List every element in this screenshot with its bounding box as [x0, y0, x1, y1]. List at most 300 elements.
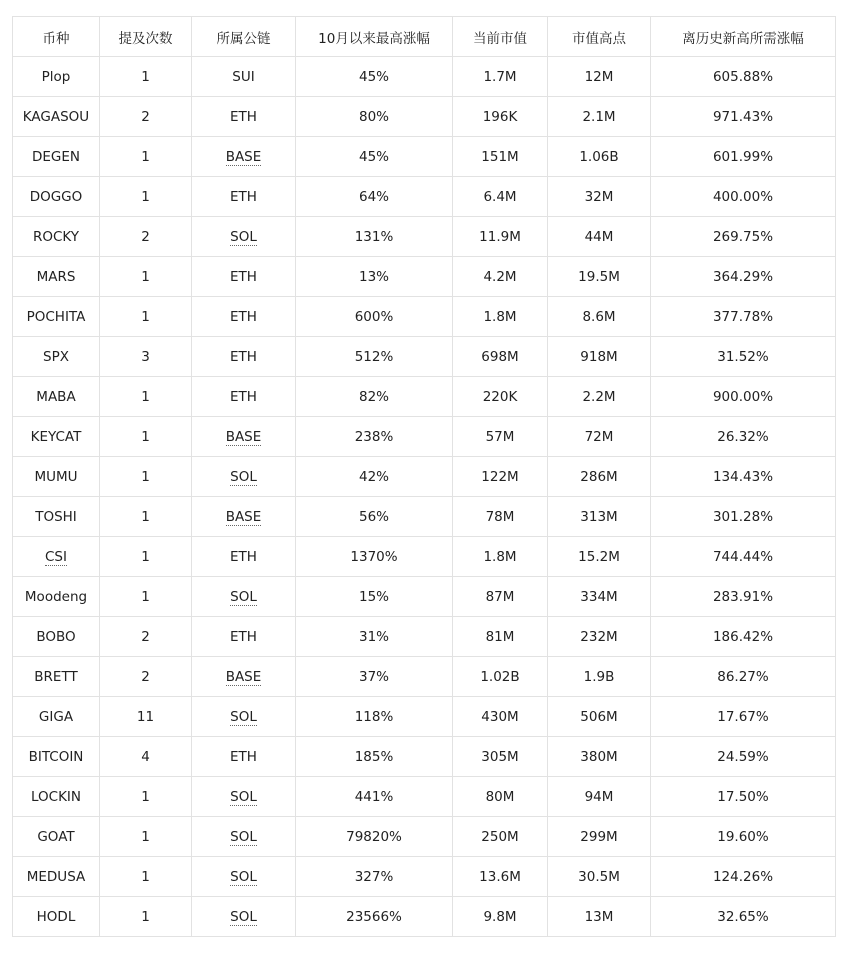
- cell-market-cap: [453, 377, 548, 417]
- cell-mentions: [100, 817, 192, 857]
- cell-chain: [192, 137, 296, 177]
- cell-market-cap: [453, 657, 548, 697]
- cell-gain-to-ath: [651, 497, 836, 537]
- cell-coin: [13, 577, 100, 617]
- cell-coin-text: Plop: [41, 68, 71, 85]
- cell-market-cap-high: [548, 537, 651, 577]
- cell-coin: [13, 137, 100, 177]
- cell-chain-text[interactable]: BASE: [225, 668, 262, 685]
- cell-market-cap: [453, 137, 548, 177]
- cell-gain-to-ath: [651, 457, 836, 497]
- cell-gain-to-ath-text: 744.44%: [712, 548, 774, 565]
- cell-market-cap-high-text: 313M: [580, 508, 618, 525]
- cell-coin-text: Moodeng: [24, 588, 88, 605]
- cell-market-cap-high-text: 94M: [584, 788, 614, 805]
- cell-market-cap: [453, 817, 548, 857]
- cell-market-cap-high: [548, 97, 651, 137]
- table-row: [13, 657, 836, 697]
- cell-max-gain-text: 118%: [354, 708, 394, 725]
- table-row: [13, 417, 836, 457]
- cell-max-gain: [296, 657, 453, 697]
- cell-chain: [192, 217, 296, 257]
- cell-mentions-text: 2: [141, 228, 150, 245]
- cell-market-cap-text: 1.8M: [483, 548, 517, 565]
- cell-market-cap-high-text: 506M: [580, 708, 618, 725]
- cell-max-gain: [296, 737, 453, 777]
- cell-mentions: [100, 217, 192, 257]
- cell-market-cap-high-text: 380M: [580, 748, 618, 765]
- cell-market-cap-high-text: 232M: [580, 628, 618, 645]
- cell-mentions-text: 1: [141, 788, 150, 805]
- cell-max-gain-text: 31%: [358, 628, 389, 645]
- cell-market-cap: [453, 497, 548, 537]
- table-row: [13, 817, 836, 857]
- cell-mentions-text: 2: [141, 108, 150, 125]
- cell-market-cap-high: [548, 497, 651, 537]
- cell-coin: [13, 537, 100, 577]
- cell-mentions-text: 1: [141, 588, 150, 605]
- cell-coin-text: POCHITA: [26, 308, 86, 325]
- cell-market-cap: [453, 297, 548, 337]
- cell-mentions: [100, 617, 192, 657]
- cell-market-cap-high: [548, 457, 651, 497]
- cell-max-gain-text: 13%: [358, 268, 389, 285]
- cell-chain: [192, 257, 296, 297]
- cell-coin: [13, 657, 100, 697]
- table-row: [13, 497, 836, 537]
- cell-gain-to-ath-text: 134.43%: [712, 468, 774, 485]
- cell-chain: [192, 97, 296, 137]
- cell-max-gain-text: 82%: [358, 388, 389, 405]
- cell-max-gain-text: 23566%: [346, 908, 402, 925]
- cell-chain-text: ETH: [230, 628, 257, 645]
- cell-chain: [192, 377, 296, 417]
- cell-market-cap: [453, 177, 548, 217]
- cell-mentions-text: 1: [141, 548, 150, 565]
- cell-market-cap-high: [548, 417, 651, 457]
- cell-coin: [13, 337, 100, 377]
- cell-chain-text[interactable]: SOL: [230, 908, 257, 925]
- cell-max-gain: [296, 97, 453, 137]
- cell-chain: [192, 817, 296, 857]
- table-row: [13, 577, 836, 617]
- cell-coin: [13, 57, 100, 97]
- cell-mentions: [100, 537, 192, 577]
- cell-market-cap-high-text: 1.06B: [579, 148, 619, 165]
- cell-mentions: [100, 417, 192, 457]
- table-body: [13, 57, 836, 937]
- cell-gain-to-ath: [651, 737, 836, 777]
- cell-gain-to-ath-text: 17.50%: [717, 788, 769, 805]
- cell-mentions: [100, 737, 192, 777]
- cell-market-cap-high: [548, 777, 651, 817]
- header-coin: 币种: [13, 17, 100, 57]
- cell-gain-to-ath-text: 364.29%: [712, 268, 774, 285]
- cell-market-cap-high-text: 918M: [580, 348, 618, 365]
- cell-max-gain: [296, 57, 453, 97]
- cell-gain-to-ath-text: 900.00%: [712, 388, 774, 405]
- cell-mentions-text: 1: [141, 268, 150, 285]
- cell-chain: [192, 897, 296, 937]
- cell-coin-text: DOGGO: [29, 188, 83, 205]
- table-row: [13, 377, 836, 417]
- cell-coin-text: LOCKIN: [30, 788, 82, 805]
- cell-mentions: [100, 897, 192, 937]
- cell-chain: [192, 57, 296, 97]
- cell-chain-text[interactable]: SOL: [230, 468, 257, 485]
- cell-coin-text[interactable]: CSI: [45, 548, 67, 565]
- cell-mentions-text: 1: [141, 148, 150, 165]
- cell-mentions: [100, 257, 192, 297]
- cell-gain-to-ath: [651, 57, 836, 97]
- cell-max-gain: [296, 497, 453, 537]
- cell-gain-to-ath-text: 377.78%: [712, 308, 774, 325]
- cell-market-cap-high: [548, 337, 651, 377]
- cell-mentions-text: 1: [141, 868, 150, 885]
- cell-market-cap-high: [548, 137, 651, 177]
- cell-chain-text[interactable]: SOL: [230, 228, 257, 245]
- cell-coin-text: DEGEN: [31, 148, 80, 165]
- cell-chain-text[interactable]: BASE: [225, 428, 262, 445]
- cell-gain-to-ath-text: 19.60%: [717, 828, 769, 845]
- cell-gain-to-ath: [651, 617, 836, 657]
- cell-max-gain-text: 327%: [354, 868, 394, 885]
- cell-market-cap: [453, 857, 548, 897]
- cell-coin: [13, 697, 100, 737]
- cell-max-gain-text: 79820%: [346, 828, 402, 845]
- cell-coin: [13, 457, 100, 497]
- cell-gain-to-ath-text: 31.52%: [717, 348, 769, 365]
- cell-mentions-text: 1: [141, 468, 150, 485]
- cell-max-gain: [296, 217, 453, 257]
- cell-chain: [192, 777, 296, 817]
- coin-table: [12, 16, 836, 937]
- cell-mentions: [100, 377, 192, 417]
- cell-chain-text: ETH: [230, 748, 257, 765]
- cell-mentions-text: 11: [136, 708, 155, 725]
- cell-market-cap: [453, 537, 548, 577]
- cell-chain-text: SUI: [232, 68, 255, 85]
- cell-mentions-text: 1: [141, 188, 150, 205]
- cell-chain: [192, 177, 296, 217]
- cell-chain-text[interactable]: SOL: [230, 788, 257, 805]
- cell-market-cap-text: 6.4M: [483, 188, 517, 205]
- cell-gain-to-ath: [651, 217, 836, 257]
- cell-chain: [192, 857, 296, 897]
- cell-coin: [13, 617, 100, 657]
- table-row: [13, 137, 836, 177]
- cell-market-cap-text: 196K: [482, 108, 518, 125]
- cell-max-gain: [296, 537, 453, 577]
- cell-market-cap-high-text: 72M: [584, 428, 614, 445]
- cell-chain-text: ETH: [230, 348, 257, 365]
- cell-market-cap-high-text: 2.2M: [582, 388, 616, 405]
- cell-gain-to-ath: [651, 577, 836, 617]
- cell-gain-to-ath: [651, 337, 836, 377]
- cell-market-cap-high: [548, 177, 651, 217]
- cell-gain-to-ath: [651, 897, 836, 937]
- cell-mentions: [100, 857, 192, 897]
- cell-mentions: [100, 97, 192, 137]
- cell-market-cap-text: 1.8M: [483, 308, 517, 325]
- cell-gain-to-ath: [651, 97, 836, 137]
- cell-coin: [13, 857, 100, 897]
- cell-market-cap-text: 1.7M: [483, 68, 517, 85]
- cell-chain-text[interactable]: SOL: [230, 868, 257, 885]
- cell-market-cap: [453, 697, 548, 737]
- cell-market-cap: [453, 737, 548, 777]
- cell-coin-text: KEYCAT: [30, 428, 82, 445]
- cell-coin: [13, 97, 100, 137]
- table-row: [13, 857, 836, 897]
- cell-market-cap-high: [548, 297, 651, 337]
- cell-chain-text[interactable]: BASE: [225, 508, 262, 525]
- cell-coin-text: MUMU: [34, 468, 78, 485]
- cell-chain-text: ETH: [230, 308, 257, 325]
- cell-mentions-text: 2: [141, 668, 150, 685]
- header-market-cap-high: 市值高点: [548, 17, 651, 57]
- cell-max-gain-text: 45%: [358, 68, 389, 85]
- cell-gain-to-ath-text: 32.65%: [717, 908, 769, 925]
- cell-coin: [13, 777, 100, 817]
- cell-mentions: [100, 177, 192, 217]
- cell-gain-to-ath-text: 86.27%: [717, 668, 769, 685]
- cell-max-gain: [296, 377, 453, 417]
- cell-gain-to-ath-text: 301.28%: [712, 508, 774, 525]
- cell-mentions: [100, 337, 192, 377]
- cell-chain-text: ETH: [230, 188, 257, 205]
- header-chain: 所属公链: [192, 17, 296, 57]
- cell-coin: [13, 417, 100, 457]
- cell-market-cap: [453, 577, 548, 617]
- cell-market-cap-high: [548, 257, 651, 297]
- cell-market-cap-high-text: 299M: [580, 828, 618, 845]
- cell-max-gain: [296, 777, 453, 817]
- cell-market-cap: [453, 97, 548, 137]
- cell-coin: [13, 297, 100, 337]
- cell-market-cap-text: 4.2M: [483, 268, 517, 285]
- cell-chain: [192, 497, 296, 537]
- cell-gain-to-ath: [651, 857, 836, 897]
- cell-max-gain: [296, 417, 453, 457]
- cell-market-cap-high: [548, 817, 651, 857]
- table-row: [13, 257, 836, 297]
- cell-market-cap: [453, 897, 548, 937]
- cell-market-cap-text: 57M: [485, 428, 515, 445]
- cell-market-cap-high-text: 334M: [580, 588, 618, 605]
- cell-mentions-text: 1: [141, 828, 150, 845]
- cell-chain-text[interactable]: SOL: [230, 588, 257, 605]
- cell-coin-text: MABA: [36, 388, 76, 405]
- cell-gain-to-ath: [651, 657, 836, 697]
- cell-market-cap: [453, 617, 548, 657]
- cell-gain-to-ath: [651, 257, 836, 297]
- cell-chain: [192, 697, 296, 737]
- cell-gain-to-ath-text: 17.67%: [717, 708, 769, 725]
- cell-chain-text: ETH: [230, 388, 257, 405]
- header-row: [13, 17, 836, 57]
- cell-market-cap-text: 220K: [482, 388, 518, 405]
- cell-market-cap-text: 250M: [481, 828, 519, 845]
- cell-max-gain-text: 185%: [354, 748, 394, 765]
- cell-gain-to-ath-text: 24.59%: [717, 748, 769, 765]
- table-row: [13, 297, 836, 337]
- cell-coin-text: SPX: [43, 348, 69, 365]
- cell-max-gain: [296, 897, 453, 937]
- table-row: [13, 457, 836, 497]
- cell-chain: [192, 657, 296, 697]
- cell-market-cap-high-text: 1.9B: [583, 668, 615, 685]
- cell-market-cap-high-text: 30.5M: [578, 868, 620, 885]
- cell-chain-text[interactable]: BASE: [225, 148, 262, 165]
- cell-market-cap-high: [548, 577, 651, 617]
- table-row: [13, 97, 836, 137]
- cell-mentions-text: 2: [141, 628, 150, 645]
- cell-gain-to-ath-text: 26.32%: [717, 428, 769, 445]
- cell-market-cap-text: 11.9M: [479, 228, 521, 245]
- cell-chain: [192, 737, 296, 777]
- cell-market-cap-high-text: 13M: [584, 908, 614, 925]
- cell-coin-text: KAGASOU: [22, 108, 90, 125]
- cell-mentions: [100, 577, 192, 617]
- cell-max-gain-text: 1370%: [350, 548, 398, 565]
- cell-mentions: [100, 457, 192, 497]
- cell-gain-to-ath-text: 400.00%: [712, 188, 774, 205]
- cell-market-cap-high: [548, 57, 651, 97]
- cell-market-cap-text: 305M: [481, 748, 519, 765]
- cell-gain-to-ath: [651, 297, 836, 337]
- cell-market-cap-high: [548, 377, 651, 417]
- cell-chain: [192, 297, 296, 337]
- cell-mentions: [100, 697, 192, 737]
- cell-market-cap-high-text: 286M: [580, 468, 618, 485]
- cell-max-gain: [296, 577, 453, 617]
- cell-coin-text: GIGA: [38, 708, 74, 725]
- cell-market-cap-text: 13.6M: [479, 868, 521, 885]
- cell-coin-text: BOBO: [36, 628, 76, 645]
- table-row: [13, 217, 836, 257]
- table-row: [13, 617, 836, 657]
- cell-market-cap-high-text: 12M: [584, 68, 614, 85]
- cell-max-gain-text: 42%: [358, 468, 389, 485]
- table-row: [13, 337, 836, 377]
- cell-market-cap-high-text: 2.1M: [582, 108, 616, 125]
- cell-chain-text[interactable]: SOL: [230, 708, 257, 725]
- cell-market-cap-high: [548, 897, 651, 937]
- cell-mentions: [100, 297, 192, 337]
- cell-gain-to-ath-text: 186.42%: [712, 628, 774, 645]
- cell-coin-text: MEDUSA: [26, 868, 86, 885]
- cell-max-gain: [296, 817, 453, 857]
- cell-max-gain: [296, 857, 453, 897]
- cell-gain-to-ath: [651, 177, 836, 217]
- cell-market-cap-high: [548, 857, 651, 897]
- cell-max-gain-text: 15%: [358, 588, 389, 605]
- cell-coin-text: MARS: [36, 268, 76, 285]
- cell-market-cap-high-text: 15.2M: [578, 548, 620, 565]
- cell-market-cap-text: 78M: [485, 508, 515, 525]
- cell-gain-to-ath-text: 269.75%: [712, 228, 774, 245]
- cell-max-gain: [296, 137, 453, 177]
- cell-gain-to-ath: [651, 137, 836, 177]
- cell-max-gain: [296, 697, 453, 737]
- cell-mentions: [100, 137, 192, 177]
- cell-coin: [13, 177, 100, 217]
- cell-gain-to-ath: [651, 697, 836, 737]
- cell-market-cap: [453, 257, 548, 297]
- cell-gain-to-ath-text: 124.26%: [712, 868, 774, 885]
- cell-chain-text: ETH: [230, 548, 257, 565]
- cell-chain: [192, 617, 296, 657]
- cell-market-cap: [453, 777, 548, 817]
- cell-max-gain-text: 37%: [358, 668, 389, 685]
- cell-max-gain-text: 56%: [358, 508, 389, 525]
- cell-max-gain: [296, 177, 453, 217]
- cell-market-cap: [453, 57, 548, 97]
- table-row: [13, 737, 836, 777]
- cell-max-gain-text: 600%: [354, 308, 394, 325]
- cell-mentions-text: 1: [141, 908, 150, 925]
- cell-gain-to-ath-text: 283.91%: [712, 588, 774, 605]
- table-row: [13, 697, 836, 737]
- cell-market-cap-high-text: 8.6M: [582, 308, 616, 325]
- cell-max-gain-text: 441%: [354, 788, 394, 805]
- cell-gain-to-ath: [651, 817, 836, 857]
- cell-gain-to-ath: [651, 777, 836, 817]
- cell-mentions: [100, 657, 192, 697]
- cell-chain: [192, 537, 296, 577]
- cell-coin-text: BRETT: [34, 668, 78, 685]
- cell-coin: [13, 217, 100, 257]
- cell-max-gain-text: 64%: [358, 188, 389, 205]
- table-row: [13, 897, 836, 937]
- cell-mentions-text: 1: [141, 428, 150, 445]
- cell-market-cap-text: 80M: [485, 788, 515, 805]
- cell-coin: [13, 257, 100, 297]
- cell-coin-text: GOAT: [37, 828, 75, 845]
- cell-mentions-text: 1: [141, 68, 150, 85]
- cell-gain-to-ath: [651, 377, 836, 417]
- header-mentions: 提及次数: [100, 17, 192, 57]
- cell-market-cap-high: [548, 737, 651, 777]
- cell-coin: [13, 817, 100, 857]
- cell-market-cap: [453, 457, 548, 497]
- cell-coin-text: HODL: [36, 908, 76, 925]
- cell-chain: [192, 457, 296, 497]
- cell-gain-to-ath: [651, 537, 836, 577]
- cell-market-cap-text: 9.8M: [483, 908, 517, 925]
- cell-mentions-text: 4: [141, 748, 150, 765]
- cell-coin-text: TOSHI: [35, 508, 77, 525]
- cell-chain-text[interactable]: SOL: [230, 828, 257, 845]
- cell-coin: [13, 737, 100, 777]
- cell-market-cap-high-text: 32M: [584, 188, 614, 205]
- cell-coin: [13, 897, 100, 937]
- cell-gain-to-ath-text: 971.43%: [712, 108, 774, 125]
- table-row: [13, 57, 836, 97]
- cell-market-cap-text: 81M: [485, 628, 515, 645]
- cell-coin: [13, 497, 100, 537]
- cell-max-gain-text: 131%: [354, 228, 394, 245]
- cell-max-gain: [296, 617, 453, 657]
- cell-max-gain-text: 80%: [358, 108, 389, 125]
- cell-market-cap-high: [548, 697, 651, 737]
- cell-market-cap-text: 1.02B: [480, 668, 520, 685]
- cell-market-cap-high-text: 19.5M: [578, 268, 620, 285]
- header-market-cap: 当前市值: [453, 17, 548, 57]
- cell-max-gain: [296, 337, 453, 377]
- cell-max-gain-text: 45%: [358, 148, 389, 165]
